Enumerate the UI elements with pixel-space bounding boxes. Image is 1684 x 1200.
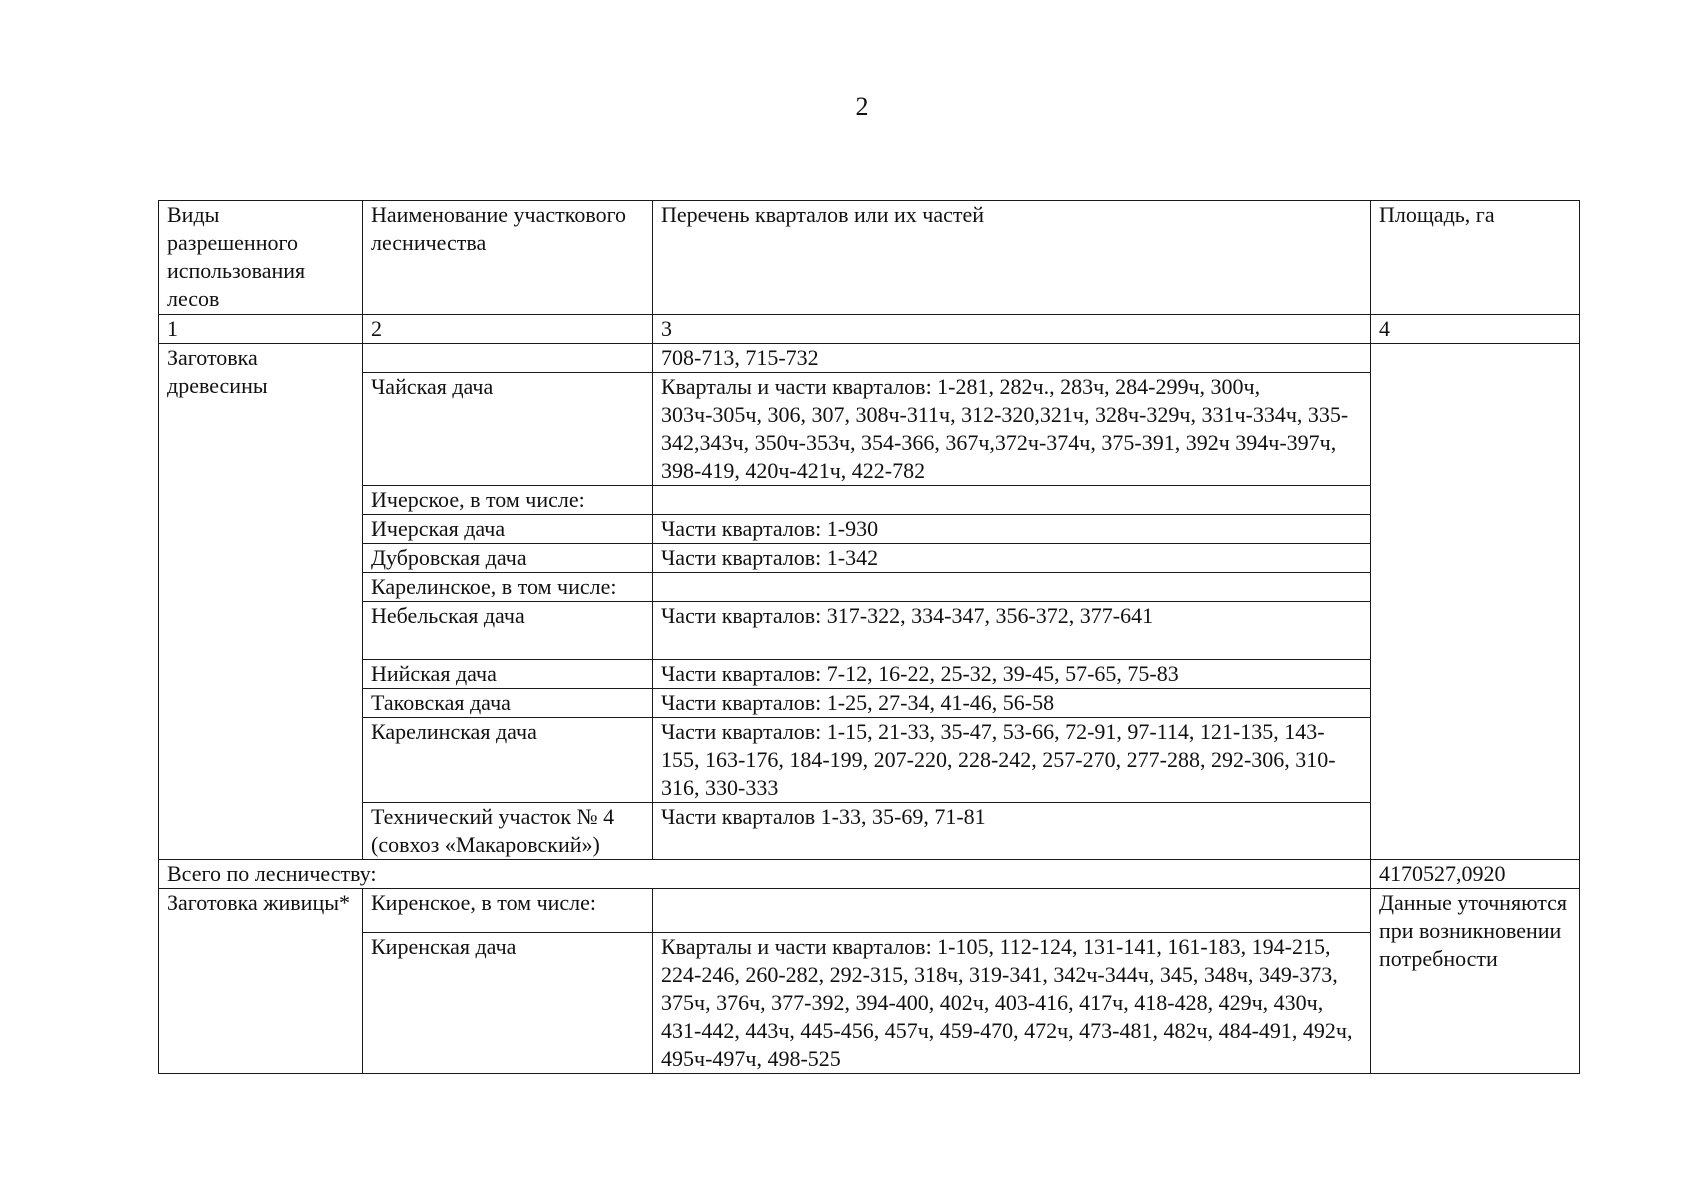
forestry-name-cell: Карелинское, в том числе: bbox=[363, 573, 653, 602]
table-row bbox=[159, 933, 1580, 1074]
table-row bbox=[159, 718, 1580, 803]
quarters-cell: Части кварталов: 317-322, 334-347, 356-372, 377-641 bbox=[653, 602, 1371, 660]
quarters-cell: Части кварталов: 1-930 bbox=[653, 515, 1371, 544]
quarters-cell: Части кварталов: 7-12, 16-22, 25-32, 39-45, 57-65, 75-83 bbox=[653, 660, 1371, 689]
quarters-cell: Части кварталов 1-33, 35-69, 71-81 bbox=[653, 803, 1371, 860]
column-number-3: 3 bbox=[653, 315, 1371, 344]
column-number-1: 1 bbox=[159, 315, 363, 344]
total-area: 4170527,0920 bbox=[1371, 860, 1580, 889]
quarters-cell: Части кварталов: 1-25, 27-34, 41-46, 56-58 bbox=[653, 689, 1371, 718]
forestry-name-cell bbox=[363, 344, 653, 373]
column-number-row bbox=[159, 315, 1580, 344]
table-row bbox=[159, 803, 1580, 860]
header-use-type: Виды разрешенного использования лесов bbox=[159, 201, 363, 315]
total-row bbox=[159, 860, 1580, 889]
header-row bbox=[159, 201, 1580, 315]
table-row bbox=[159, 544, 1580, 573]
table-row bbox=[159, 602, 1580, 660]
table-row bbox=[159, 660, 1580, 689]
column-number-4: 4 bbox=[1371, 315, 1580, 344]
table-row bbox=[159, 889, 1580, 933]
forestry-name-cell: Чайская дача bbox=[363, 373, 653, 486]
forestry-name-cell: Ичерское, в том числе: bbox=[363, 486, 653, 515]
forestry-name-cell: Таковская дача bbox=[363, 689, 653, 718]
forestry-name-cell: Нийская дача bbox=[363, 660, 653, 689]
quarters-cell: Части кварталов: 1-342 bbox=[653, 544, 1371, 573]
table-row bbox=[159, 515, 1580, 544]
forestry-name-cell: Небельская дача bbox=[363, 602, 653, 660]
quarters-cell bbox=[653, 486, 1371, 515]
total-label: Всего по лесничеству: bbox=[159, 860, 1371, 889]
table-row bbox=[159, 344, 1580, 373]
forestry-name-cell: Дубровская дача bbox=[363, 544, 653, 573]
use-type-timber: Заготовка древесины bbox=[159, 344, 363, 860]
forestry-name-cell: Киренское, в том числе: bbox=[363, 889, 653, 933]
use-type-resin: Заготовка живицы* bbox=[159, 889, 363, 1074]
resin-area-note: Данные уточняются при возникновении потребности bbox=[1371, 889, 1580, 1074]
header-area: Площадь, га bbox=[1371, 201, 1580, 315]
quarters-cell: 708-713, 715-732 bbox=[653, 344, 1371, 373]
quarters-cell bbox=[653, 889, 1371, 933]
quarters-cell: Части кварталов: 1-15, 21-33, 35-47, 53-66, 72-91, 97-114, 121-135, 143-155, 163-176, 184-199, 207-220, 228-242, 257-270, 277-288, 292-306, 310-316, 330-333 bbox=[653, 718, 1371, 803]
forestry-name-cell: Технический участок № 4 (совхоз «Макаровский») bbox=[363, 803, 653, 860]
header-forestry-name: Наименование участкового лесничества bbox=[363, 201, 653, 315]
table-row bbox=[159, 373, 1580, 486]
page-number: 2 bbox=[855, 92, 869, 121]
quarters-cell: Кварталы и части кварталов: 1-105, 112-124, 131-141, 161-183, 194-215, 224-246, 260-282, 292-315, 318ч, 319-341, 342ч-344ч, 345, 348ч, 349-373, 375ч, 376ч, 377-392, 394-400, 402ч, 403-416, 417ч, 418-428, 429ч, 430ч, 431-442, 443ч, 445-456, 457ч, 459-470, 472ч, 473-481, 482ч, 484-491, 492ч, 495ч-497ч, 498-525 bbox=[653, 933, 1371, 1074]
quarters-cell bbox=[653, 573, 1371, 602]
column-number-2: 2 bbox=[363, 315, 653, 344]
forest-use-table bbox=[158, 200, 1580, 1074]
area-cell-empty bbox=[1371, 344, 1580, 860]
table-row bbox=[159, 486, 1580, 515]
header-quarters-list: Перечень кварталов или их частей bbox=[653, 201, 1371, 315]
forestry-name-cell: Ичерская дача bbox=[363, 515, 653, 544]
table-row bbox=[159, 573, 1580, 602]
forestry-name-cell: Карелинская дача bbox=[363, 718, 653, 803]
quarters-cell: Кварталы и части кварталов: 1-281, 282ч., 283ч, 284-299ч, 300ч, 303ч-305ч, 306, 307, 308ч-311ч, 312-320,321ч, 328ч-329ч, 331ч-334ч, 335-342,343ч, 350ч-353ч, 354-366, 367ч,372ч-374ч, 375-391, 392ч 394ч-397ч, 398-419, 420ч-421ч, 422-782 bbox=[653, 373, 1371, 486]
forestry-name-cell: Киренская дача bbox=[363, 933, 653, 1074]
table-row bbox=[159, 689, 1580, 718]
